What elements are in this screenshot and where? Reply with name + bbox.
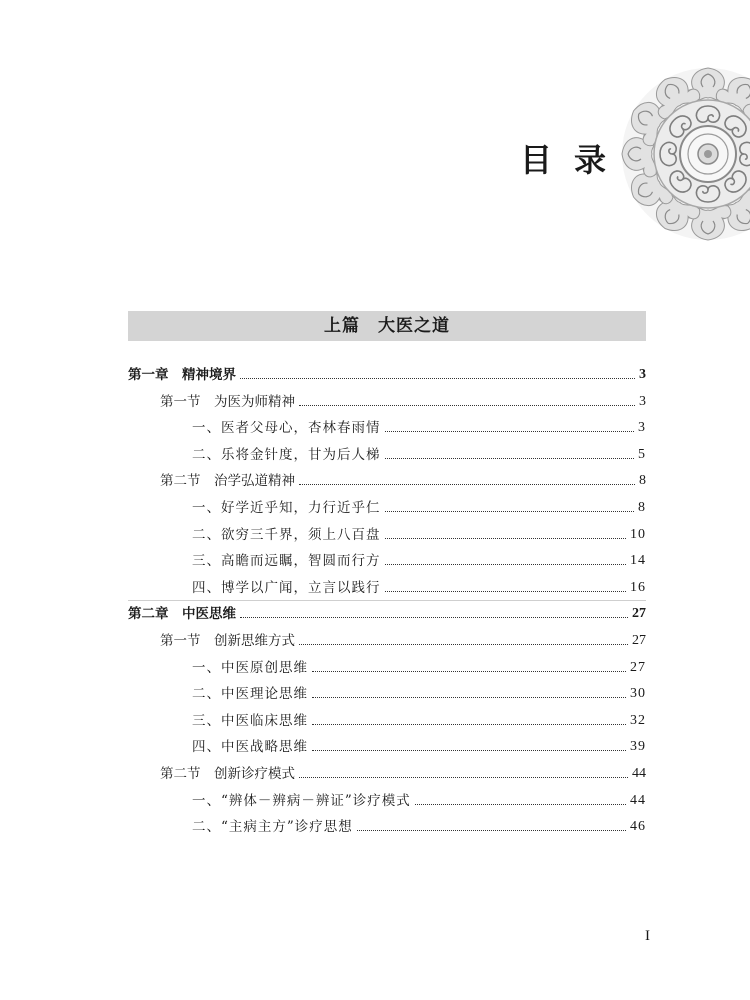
- toc-entry-label: 一、好学近乎知，力行近乎仁: [192, 500, 381, 516]
- toc-subsection-entry[interactable]: [128, 524, 646, 546]
- page-folio: I: [645, 928, 650, 944]
- dot-leader: [312, 750, 626, 751]
- toc-entry-label: 二、乐将金针度，甘为后人梯: [192, 447, 381, 463]
- toc-page-number: 3: [639, 394, 646, 409]
- dot-leader: [312, 697, 626, 698]
- toc-page-number: 39: [630, 739, 646, 754]
- toc-entry-label: 四、博学以广闻，立言以践行: [192, 580, 381, 596]
- dot-leader: [385, 591, 627, 592]
- toc-subsection-entry[interactable]: [128, 577, 646, 599]
- toc-entry-label: 第二节 治学弘道精神: [160, 473, 295, 489]
- toc-entry-label: 二、欲穷三千界，须上八百盘: [192, 527, 381, 543]
- toc-entry-label: 四、中医战略思维: [192, 739, 308, 755]
- toc-subsection-entry[interactable]: [128, 736, 646, 758]
- toc-page-number: 32: [630, 713, 646, 728]
- toc-entry-label: 一、中医原创思维: [192, 660, 308, 676]
- toc-entry-label: 第一章 精神境界: [128, 367, 236, 383]
- dot-leader: [385, 431, 635, 432]
- toc-page-number: 27: [632, 606, 646, 621]
- toc-subsection-entry[interactable]: [128, 417, 646, 439]
- dot-leader: [312, 671, 626, 672]
- toc-page-number: 3: [639, 367, 646, 382]
- dot-leader: [240, 617, 628, 618]
- toc-entry-label: 一、“辨体－辨病－辨证”诊疗模式: [192, 793, 411, 809]
- toc-section-entry[interactable]: [128, 763, 646, 785]
- dot-leader: [415, 804, 626, 805]
- toc-page-number: 27: [630, 660, 646, 675]
- dot-leader: [240, 378, 635, 379]
- toc-subsection-entry[interactable]: [128, 657, 646, 679]
- toc-entry-label: 二、中医理论思维: [192, 686, 308, 702]
- toc-entry-label: 三、高瞻而远瞩，智圆而行方: [192, 553, 381, 569]
- dot-leader: [312, 724, 626, 725]
- toc-subsection-entry[interactable]: [128, 683, 646, 705]
- toc-entry-label: 二、“主病主方”诊疗思想: [192, 819, 353, 835]
- toc-subsection-entry[interactable]: [128, 790, 646, 812]
- toc-section-entry[interactable]: [128, 391, 646, 413]
- toc-entry-label: 三、中医临床思维: [192, 713, 308, 729]
- toc-entry-label: 第一节 创新思维方式: [160, 633, 295, 649]
- dot-leader: [385, 458, 635, 459]
- toc-section-entry[interactable]: [128, 630, 646, 652]
- dot-leader: [299, 777, 628, 778]
- toc-page-number: 8: [639, 473, 646, 488]
- toc-page-number: 46: [630, 819, 646, 834]
- toc-page-number: 5: [638, 447, 646, 462]
- dot-leader: [357, 830, 626, 831]
- toc-chapter-entry[interactable]: [128, 603, 646, 625]
- toc-page-number: 27: [632, 633, 646, 648]
- dot-leader: [299, 644, 628, 645]
- toc-entry-label: 一、医者父母心，杏林春雨情: [192, 420, 381, 436]
- mandala-ornament-icon: [620, 66, 750, 242]
- toc-page-number: 30: [630, 686, 646, 701]
- toc-page-number: 3: [638, 420, 646, 435]
- toc-subsection-entry[interactable]: [128, 444, 646, 466]
- toc-page-number: 16: [630, 580, 646, 595]
- dot-leader: [385, 538, 627, 539]
- toc-subsection-entry[interactable]: [128, 816, 646, 838]
- toc-subsection-entry[interactable]: [128, 710, 646, 732]
- toc-section-entry[interactable]: [128, 470, 646, 492]
- chapter-divider: [128, 600, 646, 601]
- page-title: 目录: [520, 141, 629, 179]
- toc-subsection-entry[interactable]: [128, 497, 646, 519]
- dot-leader: [299, 484, 635, 485]
- dot-leader: [385, 564, 627, 565]
- toc-entry-label: 第一节 为医为师精神: [160, 394, 295, 410]
- dot-leader: [385, 511, 635, 512]
- toc-subsection-entry[interactable]: [128, 550, 646, 572]
- toc-page-number: 10: [630, 527, 646, 542]
- toc-entry-label: 第二节 创新诊疗模式: [160, 766, 295, 782]
- toc-page-number: 44: [632, 766, 646, 781]
- part-title-bar: 上篇 大医之道: [128, 311, 646, 341]
- toc-page-number: 14: [630, 553, 646, 568]
- toc-page-number: 8: [638, 500, 646, 515]
- toc-chapter-entry[interactable]: [128, 364, 646, 386]
- dot-leader: [299, 405, 635, 406]
- toc-page-number: 44: [630, 793, 646, 808]
- toc-entry-label: 第二章 中医思维: [128, 606, 236, 622]
